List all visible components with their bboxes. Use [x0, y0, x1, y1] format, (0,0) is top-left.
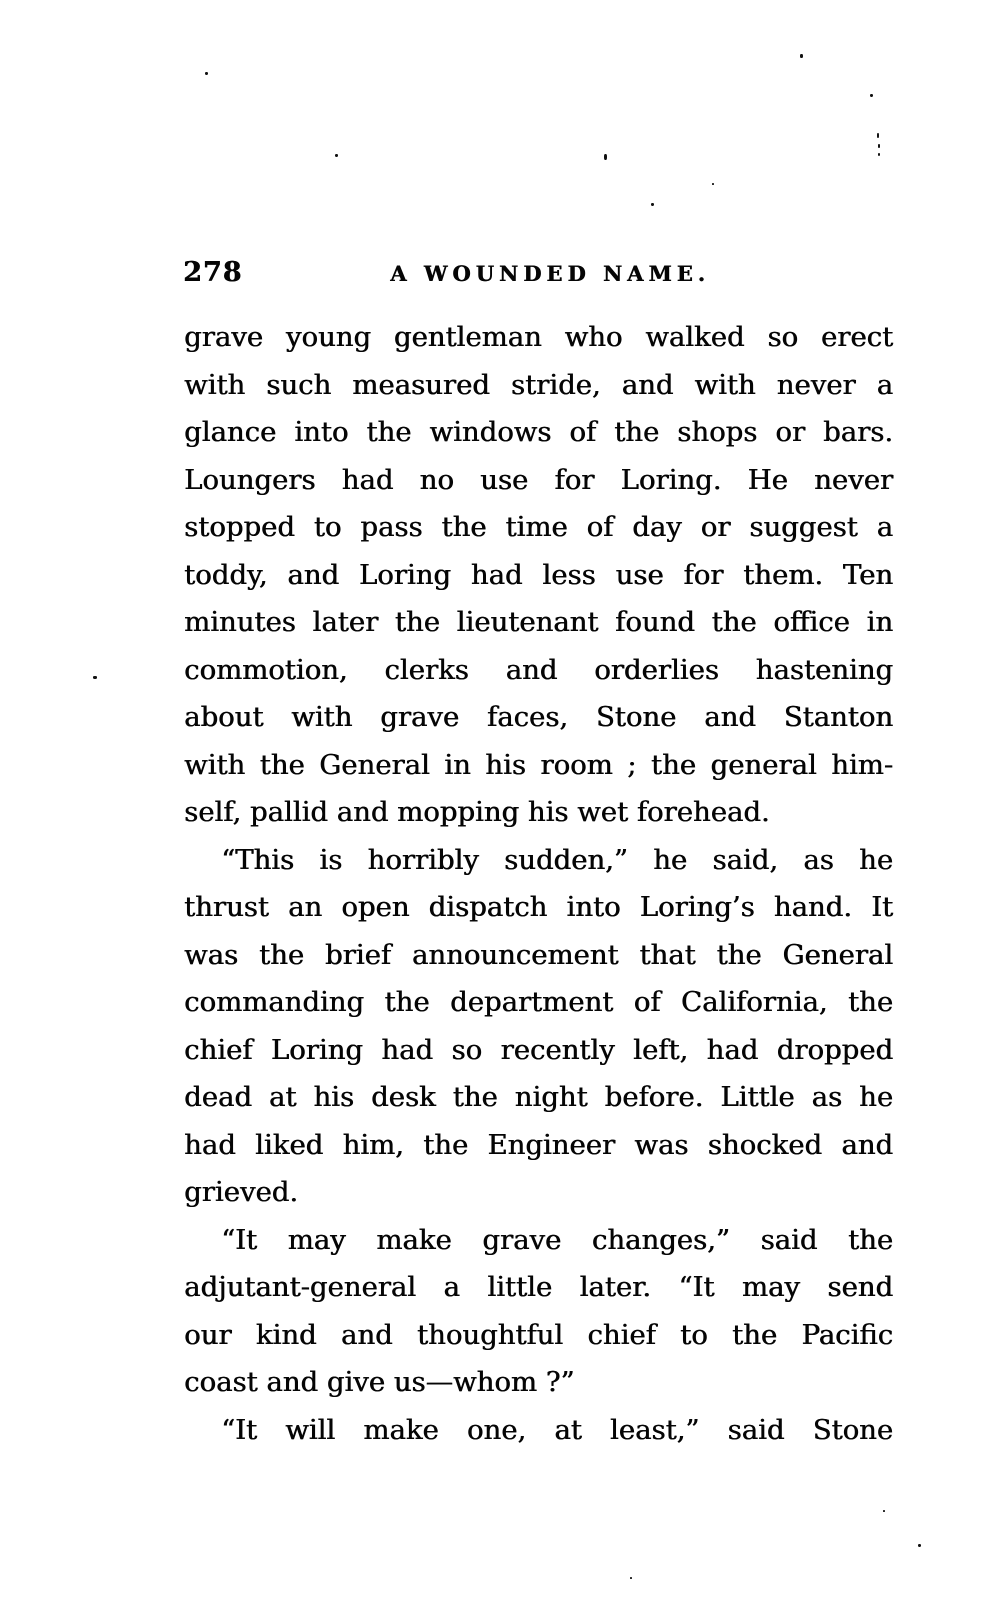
text-line: grave young gentleman who walked so erect [184, 321, 893, 353]
text-line: commotion, clerks and orderlies hastening [184, 653, 893, 686]
paragraph [184, 314, 893, 837]
scan-speck [604, 154, 607, 160]
scan-speck [870, 94, 873, 97]
scan-speck [800, 54, 803, 58]
text-line: “This is horribly sudden,” he said, as he [221, 843, 893, 876]
text-line: dead at his desk the night before. Little as he [184, 1081, 893, 1113]
scan-speck [205, 72, 208, 75]
page-number: 278 [183, 257, 243, 288]
text-line: with the General in his room ; the general him- [184, 748, 893, 781]
scan-speck [878, 153, 880, 156]
text-line: was the brief announcement that the General [184, 938, 893, 971]
paragraph [184, 837, 893, 1217]
text-line: had liked him, the Engineer was shocked and [184, 1128, 893, 1161]
running-header-title: A WOUNDED NAME. [390, 261, 710, 286]
text-line: glance into the windows of the shops or bars. [184, 416, 893, 448]
scan-speck [877, 133, 879, 138]
scan-speck [918, 1544, 921, 1547]
text-line: toddy, and Loring had less use for them. Ten [184, 558, 893, 591]
body-text-block [184, 314, 893, 1454]
paragraph [184, 1407, 893, 1455]
text-line: adjutant-general a little later. “It may send [184, 1271, 893, 1303]
scan-speck [630, 1577, 632, 1579]
text-line: our kind and thoughtful chief to the Pacific [184, 1318, 893, 1351]
text-line: grieved. [184, 1176, 298, 1208]
text-line: “It will make one, at least,” said Stone [221, 1413, 893, 1446]
text-line: about with grave faces, Stone and Stanton [184, 701, 893, 733]
text-line: Loungers had no use for Loring. He never [184, 463, 893, 496]
text-line: thrust an open dispatch into Loring’s hand. It [184, 891, 893, 923]
text-line: self, pallid and mopping his wet forehead. [184, 796, 770, 828]
paragraph [184, 1217, 893, 1407]
scan-speck [878, 144, 880, 148]
text-line: coast and give us—whom ?” [184, 1366, 575, 1398]
scan-speck [712, 183, 714, 185]
text-line: commanding the department of California, the [184, 986, 893, 1018]
text-line: chief Loring had so recently left, had dropped [184, 1033, 893, 1066]
scan-speck [883, 1510, 885, 1512]
text-line: with such measured stride, and with never a [184, 368, 893, 401]
scan-speck [93, 676, 97, 679]
scan-speck [335, 154, 338, 157]
text-line: “It may make grave changes,” said the [221, 1223, 893, 1256]
text-line: minutes later the lieutenant found the office in [184, 606, 893, 638]
text-line: stopped to pass the time of day or suggest a [184, 511, 893, 543]
scan-speck [651, 203, 654, 206]
